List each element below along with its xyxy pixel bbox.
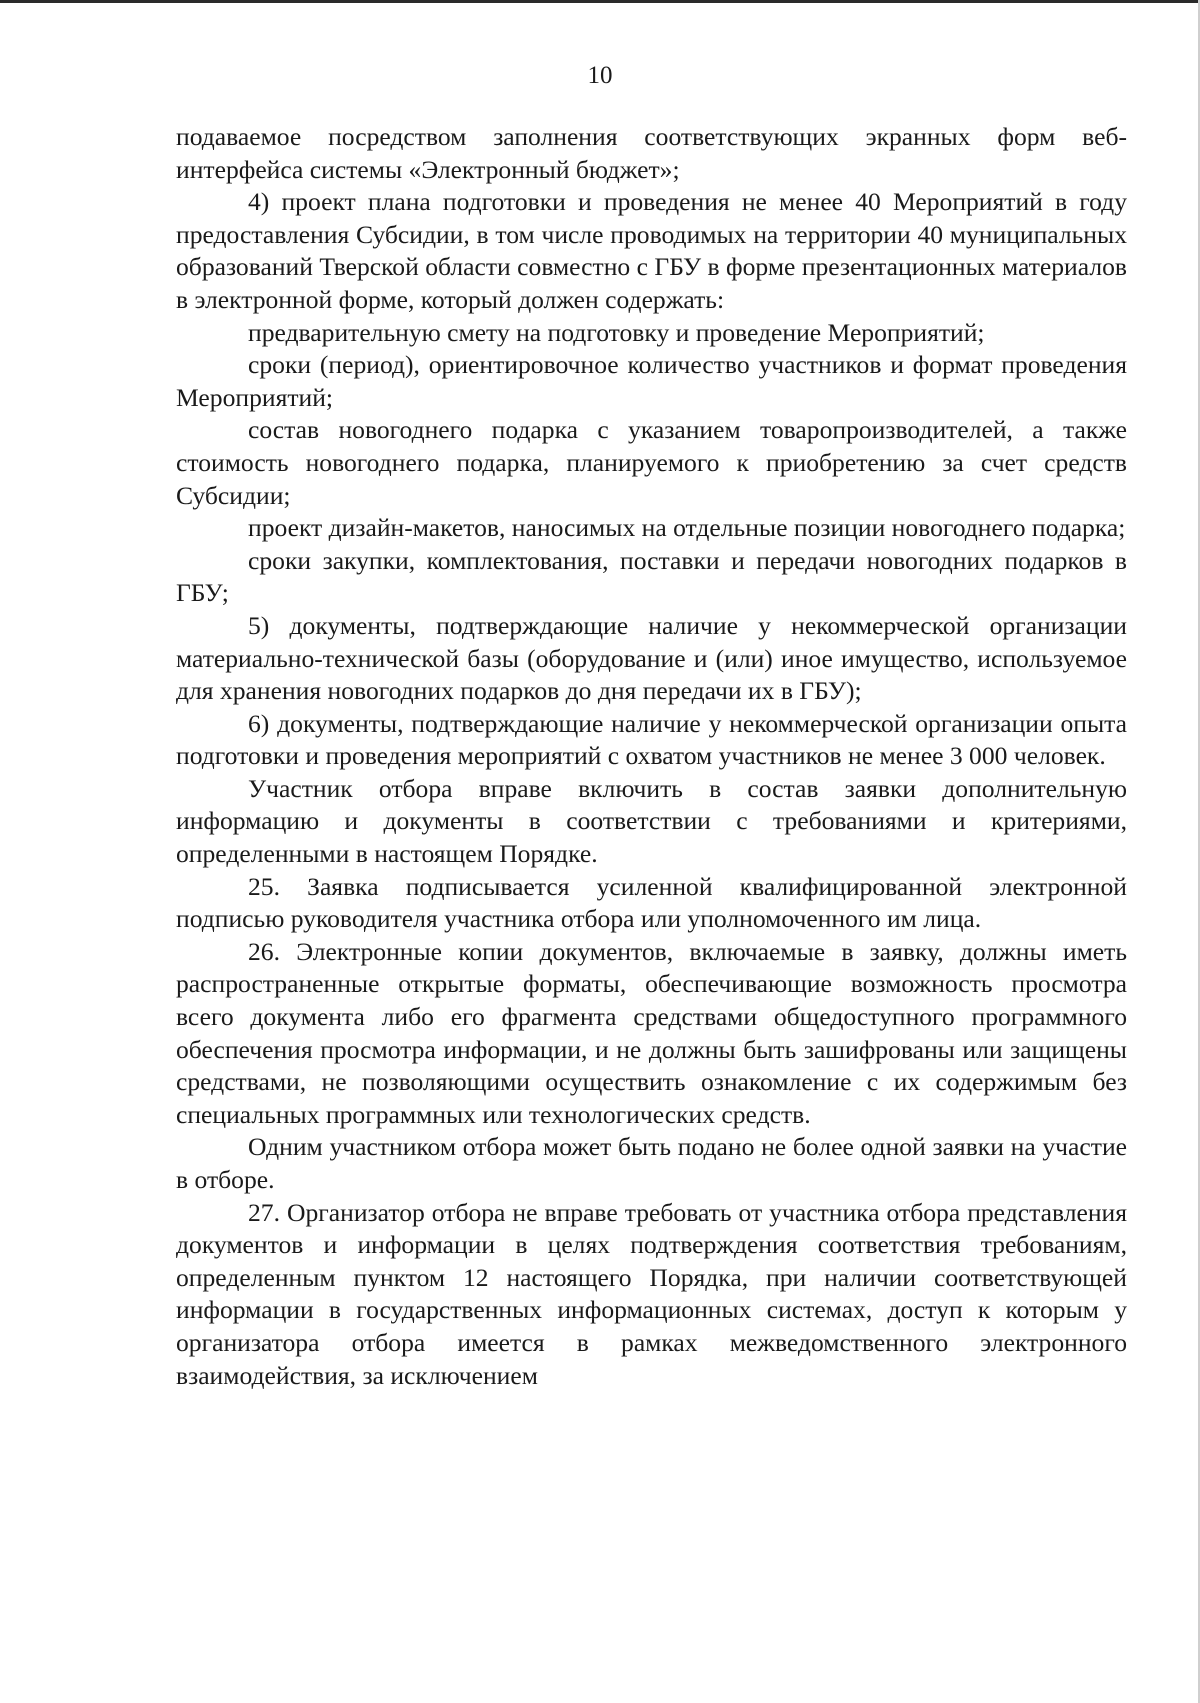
paragraph-subitem-estimate: предварительную смету на подготовку и проведение Мероприятий; xyxy=(248,317,985,347)
paragraph-one-application: Одним участником отбора может быть подано не более одной заявки на участие в отборе. xyxy=(176,1132,1127,1194)
paragraph-item-4: 4) проект плана подготовки и проведения не менее 40 Мероприятий в году предоставления Субсидии, в том числе проводимых на территории 40 муниципальных образований Тверской области совместно с ГБУ в форме презентационных материалов в электронной форме, который должен содержать: xyxy=(176,187,1127,314)
paragraph-additional-info: Участник отбора вправе включить в состав заявки дополнительную информацию и документы в соответствии с требованиями и критериями, определенными в настоящем Порядке. xyxy=(176,773,1127,869)
scan-top-edge xyxy=(0,0,1200,3)
paragraph-clause-27: 27. Организатор отбора не вправе требовать от участника отбора представления документов и информации в целях подтверждения соответствия требованиям, определенным пунктом 12 настоящего Порядка, при наличии соответствующей информации в государственных информационных системах, доступ к которым у организатора отбора имеется в рамках межведомственного электронного взаимодействия, за исключением xyxy=(176,1197,1127,1390)
paragraph-subitem-procurement: сроки закупки, комплектования, поставки и передачи новогодних подарков в ГБУ; xyxy=(176,545,1127,608)
paragraph-subitem-gift-composition: состав новогоднего подарка с указанием товаропроизводителей, а также стоимость новогоднего подарка, планируемого к приобретению за счет средств Субсидии; xyxy=(176,415,1127,510)
page-number: 10 xyxy=(587,62,613,89)
paragraph-clause-25: 25. Заявка подписывается усиленной квалифицированной электронной подписью руководителя участника отбора или уполномоченного им лица. xyxy=(176,871,1127,934)
paragraph-item-5: 5) документы, подтверждающие наличие у некоммерческой организации материально-технической базы (оборудование и (или) иное имущество, используемое для хранения новогодних подарков до дня передачи их в ГБУ); xyxy=(176,610,1127,706)
document-body xyxy=(176,121,1127,1392)
paragraph-item-6: 6) документы, подтверждающие наличие у некоммерческой организации опыта подготовки и проведения мероприятий с охватом участников не менее 3 000 человек. xyxy=(176,708,1127,771)
paragraph-continuation: подаваемое посредством заполнения соответствующих экранных форм веб-интерфейса системы «Электронный бюджет»; xyxy=(176,122,1127,184)
paragraph-subitem-terms: сроки (период), ориентировочное количество участников и формат проведения Мероприятий; xyxy=(176,350,1127,412)
paragraph-clause-26: 26. Электронные копии документов, включаемые в заявку, должны иметь распространенные открытые форматы, обеспечивающие возможность просмотра всего документа либо его фрагмента средствами общедоступного программного обеспечения просмотра информации, и не должны быть зашифрованы или защищены средствами, не позволяющими осуществить ознакомление с их содержимым без специальных программных или технологических средств. xyxy=(176,936,1127,1129)
paragraph-subitem-design: проект дизайн-макетов, наносимых на отдельные позиции новогоднего подарка; xyxy=(248,513,1126,543)
